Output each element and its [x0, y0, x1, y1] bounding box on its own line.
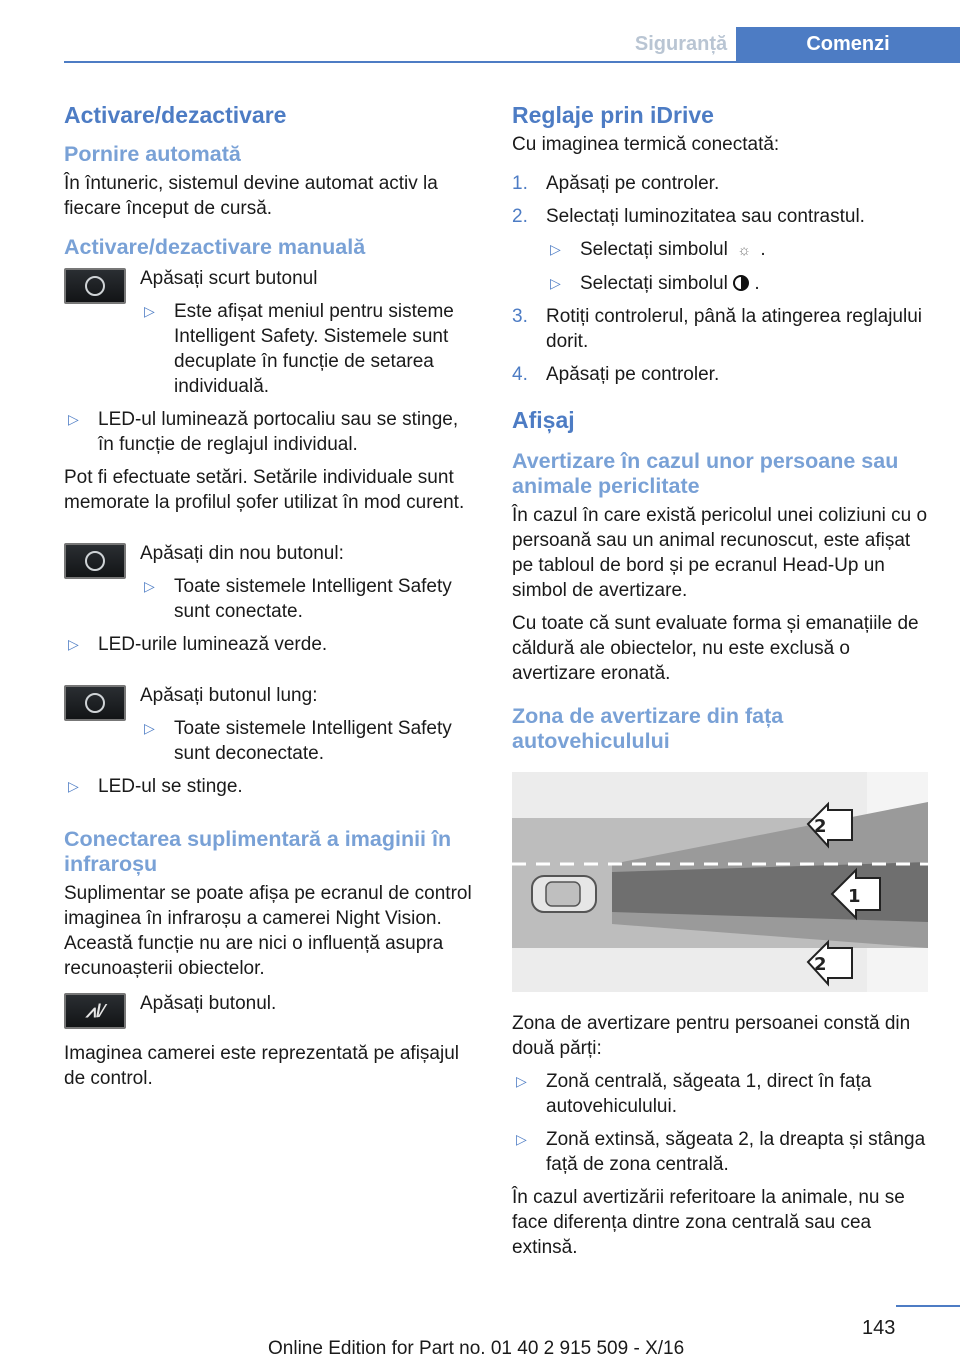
zone-list — [512, 1069, 928, 1177]
idrive-intro: Cu imaginea termică conectată: — [512, 134, 780, 155]
tab-siguranta[interactable]: Siguranță — [634, 33, 728, 55]
triangle-right-icon: ▷ — [516, 1073, 527, 1089]
list-item: ▷ LED-ul luminează portocaliu sau se stinge, în funcție de reglajul individual. — [68, 409, 459, 455]
page-number: 143 — [862, 1317, 896, 1339]
section-heading-display: Afișaj — [512, 407, 575, 433]
auto-text: În întuneric, sistemul devine automat activ la fiecare început de cursă. — [64, 173, 438, 219]
subheading-warning: Avertizare în cazul unor persoane sau animale periclitate — [512, 449, 899, 498]
list-item: ▷ LED-urile luminează verde. — [68, 634, 328, 655]
triangle-right-icon: ▷ — [144, 720, 155, 736]
section-heading-idrive: Reglaje prin iDrive — [512, 102, 714, 128]
tab-comenzi[interactable]: Comenzi — [736, 27, 960, 61]
list-item: ▷ Este afișat meniul pentru sisteme Intelligent Safety. Sistemele sunt decuplate în funcție de setarea individuală. — [144, 301, 454, 397]
figure-label-2-bottom: 2 — [814, 954, 827, 975]
triangle-right-icon: ▷ — [550, 241, 561, 257]
night-vision-button-icon: ⩘/⁄ — [64, 993, 126, 1029]
step-item: 2. Selectați luminozitatea sau contrastul. ▷ Selectați simbolul ☼ . ▷ Selectați simbolul . — [512, 204, 928, 296]
triangle-right-icon: ▷ — [144, 303, 155, 319]
triangle-right-icon: ▷ — [68, 411, 79, 427]
header-rule — [64, 61, 960, 63]
subheading-zone: Zona de avertizare din fața autovehiculului — [512, 704, 784, 753]
subheading-infrared: Conectarea suplimentară a imaginii în infraroșu — [64, 827, 452, 876]
footer-rule — [896, 1305, 960, 1307]
left-column — [64, 100, 476, 1099]
warning-text-2: Cu toate că sunt evaluate forma și emanațiile de căldură ale obiectelor, nu este exclusă o avertizare eronată. — [512, 613, 919, 684]
figure-label-1: 1 — [848, 886, 861, 907]
triangle-right-icon: ▷ — [68, 636, 79, 652]
list-item: ▷ Zonă centrală, săgeata 1, direct în fața autovehiculului. — [516, 1071, 872, 1117]
list-item: ▷ Zonă extinsă, săgeata 2, la dreapta și stânga față de zona centrală. — [516, 1129, 926, 1175]
list-item: ▷ Toate sistemele Intelligent Safety sunt deconectate. — [144, 718, 452, 764]
car-icon — [532, 876, 596, 912]
press-short-row — [64, 266, 476, 407]
sun-icon: ☼ — [737, 242, 751, 259]
triangle-right-icon: ▷ — [68, 778, 79, 794]
warning-zone-figure — [512, 772, 928, 992]
edition-text: Online Edition for Part no. 01 40 2 915 509 - X/16 — [268, 1338, 685, 1359]
header-tabs — [626, 27, 960, 61]
intelligent-safety-button-icon — [64, 268, 126, 304]
triangle-right-icon: ▷ — [144, 578, 155, 594]
press-nv-text: Apăsați butonul. — [140, 993, 277, 1014]
list-item: ▷ Toate sistemele Intelligent Safety sunt conectate. — [144, 576, 452, 622]
contrast-icon — [733, 275, 749, 291]
subheading-manual: Activare/dezactivare manuală — [64, 235, 366, 259]
list-item: ▷ Selectați simbolul . — [550, 273, 760, 294]
intelligent-safety-button-icon — [64, 543, 126, 579]
triangle-right-icon: ▷ — [516, 1131, 527, 1147]
list-item: ▷ Selectați simbolul ☼ . — [546, 237, 928, 263]
figure-label-2-top: 2 — [814, 816, 827, 837]
press-long-row — [64, 683, 476, 774]
settings-text: Pot fi efectuate setări. Setările individuale sunt memorate la profilul șofer utilizat în mod curent. — [64, 467, 465, 513]
press-nv-row — [64, 991, 476, 1029]
animals-text: În cazul avertizării referitoare la animale, nu se face diferența dintre zona centrală sau cea extinsă. — [512, 1187, 905, 1258]
intelligent-safety-button-icon — [64, 685, 126, 721]
press-short-text: Apăsați scurt butonul — [140, 268, 318, 289]
section-heading-activation: Activare/dezactivare — [64, 102, 287, 128]
press-again-row — [64, 541, 476, 632]
step-item: 3. Rotiți controlerul, până la atingerea reglajului dorit. — [512, 306, 923, 352]
triangle-right-icon: ▷ — [550, 275, 561, 291]
subheading-auto: Pornire automată — [64, 142, 241, 166]
step-item: 1. Apăsați pe controler. — [512, 173, 720, 194]
warning-text-1: În cazul în care există pericolul unei coliziuni cu o persoană sau un animal recunoscut, este afișat pe tabloul de bord și pe ecranul Head-Up un simbol de avertizare. — [512, 505, 928, 601]
right-column — [512, 100, 928, 1268]
press-again-text: Apăsați din nou butonul: — [140, 543, 344, 564]
infrared-result-text: Imaginea camerei este reprezentată pe afișajul de control. — [64, 1043, 460, 1089]
infrared-text: Suplimentar se poate afișa pe ecranul de control imaginea în infraroșu a camerei Night Vision. Această funcție nu are nici o influență asupra recunoașterii obiectelor. — [64, 883, 472, 979]
press-long-text: Apăsați butonul lung: — [140, 685, 318, 706]
list-item: ▷ LED-ul se stinge. — [68, 776, 243, 797]
idrive-steps — [512, 171, 928, 387]
zone-text: Zona de avertizare pentru persoanei constă din două părți: — [512, 1013, 911, 1059]
step-item: 4. Apăsați pe controler. — [512, 364, 720, 385]
